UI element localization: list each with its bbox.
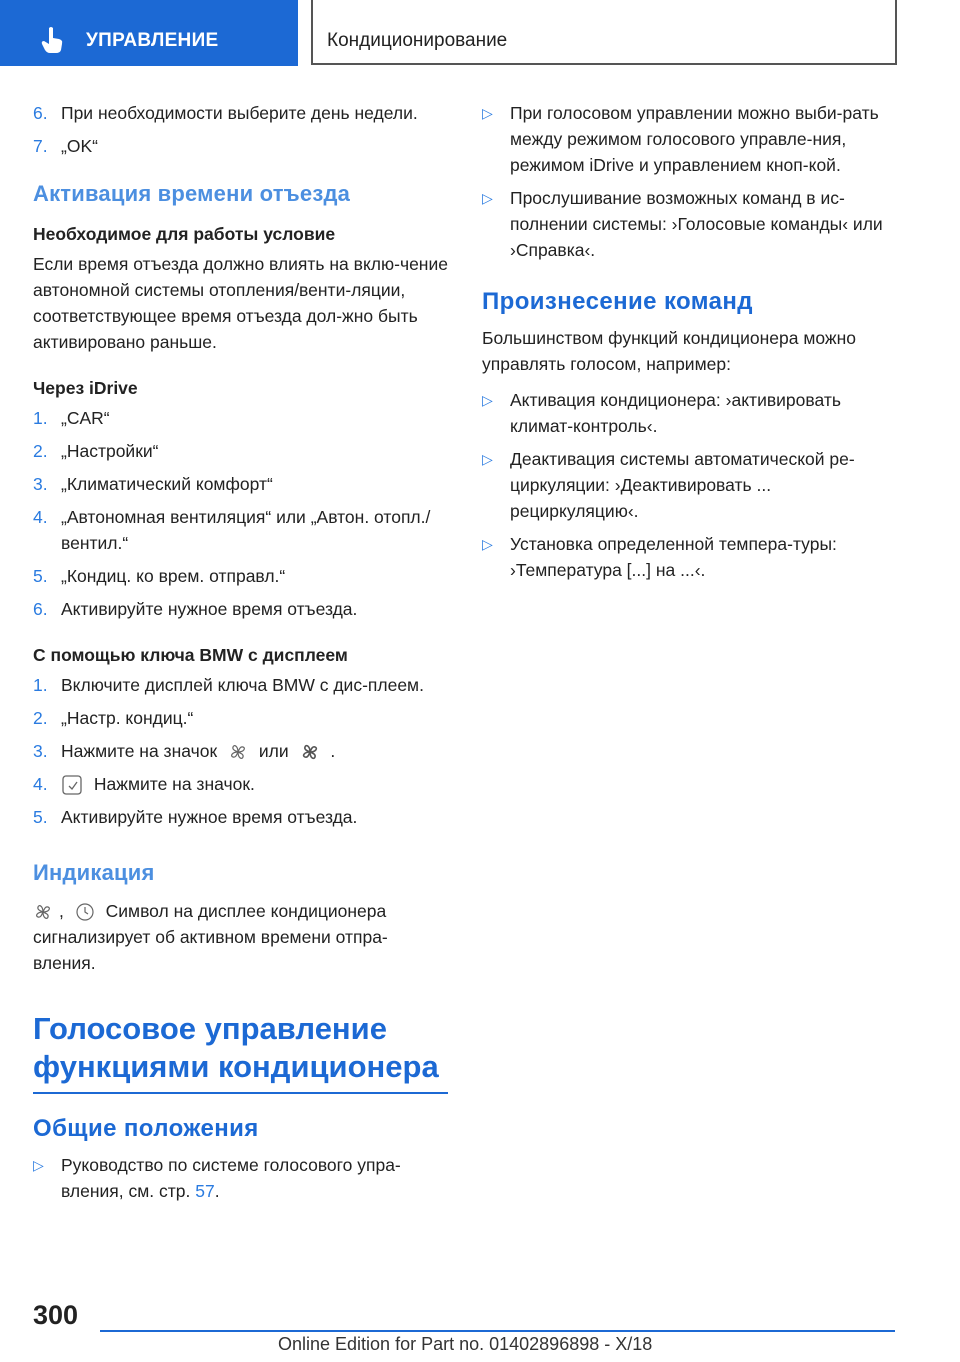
bullet-item (482, 531, 902, 583)
footer-divider (100, 1330, 895, 1332)
step-text-part: Нажмите на значок. (93, 774, 255, 794)
bullet-text: Активация кондиционера: ›активировать климат-контроль‹. (510, 390, 841, 436)
step-text: „Настр. кондиц.“ (61, 708, 194, 728)
bullet-item (482, 387, 902, 439)
step-item (33, 504, 448, 556)
edition-text: Online Edition for Part no. 01402896898 - X/18 (278, 1334, 653, 1354)
step-item (33, 133, 448, 159)
bullet-text-end: . (214, 1181, 220, 1201)
confirm-icon (61, 774, 83, 796)
bullet-item (482, 185, 902, 263)
step-text: „CAR“ (61, 408, 110, 428)
step-number: 7. (33, 136, 48, 156)
step-number: 1. (33, 408, 48, 428)
indication-text (33, 898, 448, 976)
bullet-triangle-icon: ▷ (482, 451, 493, 467)
step-text: „Настройки“ (61, 441, 159, 461)
step-number: 6. (33, 103, 48, 123)
step-text: Активируйте нужное время отъезда. (61, 807, 358, 827)
step-item (33, 705, 448, 731)
bullet-item (482, 446, 902, 524)
page-number: 300 (33, 1300, 79, 1330)
header-bar (0, 0, 960, 66)
requirement-text: Если время отъезда должно влиять на вклю-чение автономной системы отопления/венти-ляции, соответствующее время отъезда дол-жно быть активировано раньше. (33, 254, 448, 352)
step-text (61, 738, 448, 764)
bullet-text: Прослушивание возможных команд в ис-полнении системы: ›Голосовые команды‹ или ›Справка‹. (510, 188, 883, 260)
step-number: 4. (33, 774, 48, 794)
step-item (33, 771, 448, 797)
step-item (33, 405, 448, 431)
right-column (482, 100, 902, 590)
bullet-text-part: Руководство по системе голосового упра-вления, см. стр. (61, 1155, 401, 1201)
step-text: Включите дисплей ключа BMW с дис-плеем. (61, 675, 424, 695)
heading-commands: Произнесение команд (482, 288, 753, 315)
step-text: „Климатический комфорт“ (61, 474, 273, 494)
heading-general: Общие положения (33, 1115, 259, 1142)
step-number: 6. (33, 599, 48, 619)
bullet-triangle-icon: ▷ (33, 1157, 44, 1173)
heading-idrive: Через iDrive (33, 378, 138, 398)
step-number: 3. (33, 741, 48, 761)
step-item (33, 438, 448, 464)
fan-snow-icon (300, 742, 320, 762)
step-number: 5. (33, 566, 48, 586)
bullet-triangle-icon: ▷ (482, 536, 493, 552)
topic-tab[interactable] (311, 0, 897, 65)
bullet-text: При голосовом управлении можно выби-рать между режимом голосового управле-ния, режимом iDrive и управлением кноп-кой. (510, 103, 879, 175)
hand-pointer-icon (40, 26, 66, 54)
page-link[interactable]: 57 (195, 1181, 215, 1201)
section-label: УПРАВЛЕНИЕ (86, 30, 219, 51)
step-number: 3. (33, 474, 48, 494)
heading-indication: Индикация (33, 860, 155, 885)
step-item (33, 804, 448, 830)
step-number: 1. (33, 675, 48, 695)
commands-intro: Большинством функций кондиционера можно управлять голосом, например: (482, 328, 857, 374)
bullet-text: Установка определенной темпера-туры: ›Температура [...] на ...‹. (510, 534, 837, 580)
step-item (33, 738, 448, 764)
section-tab[interactable] (0, 0, 298, 66)
bullet-triangle-icon: ▷ (482, 190, 493, 206)
heading-activation: Активация времени отъезда (33, 181, 351, 206)
bullet-triangle-icon: ▷ (482, 392, 493, 408)
bullet-triangle-icon: ▷ (482, 105, 493, 121)
step-text: При необходимости выберите день недели. (61, 103, 418, 123)
step-text: Активируйте нужное время отъезда. (61, 599, 358, 619)
clock-icon (75, 902, 95, 922)
step-text-part: . (330, 741, 336, 761)
heading-requirement: Необходимое для работы условие (33, 224, 336, 244)
step-number: 2. (33, 441, 48, 461)
step-text: „Автономная вентиляция“ или „Автон. отопл./вентил.“ (61, 507, 431, 553)
bullet-item (33, 1152, 448, 1204)
step-item (33, 563, 448, 589)
indication-text-a: Символ на дисплее кондиционера (105, 901, 387, 921)
step-item (33, 596, 448, 622)
step-item (33, 100, 448, 126)
step-number: 4. (33, 507, 48, 527)
step-text-part: Нажмите на значок (61, 741, 218, 761)
heading-voice-control: Голосовое управление функциями кондиционера (33, 1010, 448, 1094)
step-text (61, 771, 448, 797)
indication-comma: , (59, 901, 64, 921)
bullet-text: Деактивация системы автоматической ре-циркуляции: ›Деактивировать ... рециркуляцию‹. (510, 449, 855, 521)
step-number: 5. (33, 807, 48, 827)
step-item (33, 672, 448, 698)
step-item (33, 471, 448, 497)
step-text-part: или (258, 741, 289, 761)
bullet-text (61, 1152, 448, 1204)
left-column (33, 100, 448, 1211)
bullet-item (482, 100, 902, 178)
step-text: „OK“ (61, 136, 98, 156)
fan-icon (33, 902, 53, 922)
heading-key-display: С помощью ключа BMW с дисплеем (33, 645, 348, 665)
indication-text-b: сигнализирует об активном времени отпра-вления. (33, 927, 388, 973)
step-number: 2. (33, 708, 48, 728)
topic-label: Кондиционирование (327, 30, 508, 51)
step-text: „Кондиц. ко врем. отправл.“ (61, 566, 286, 586)
fan-icon (228, 742, 248, 762)
